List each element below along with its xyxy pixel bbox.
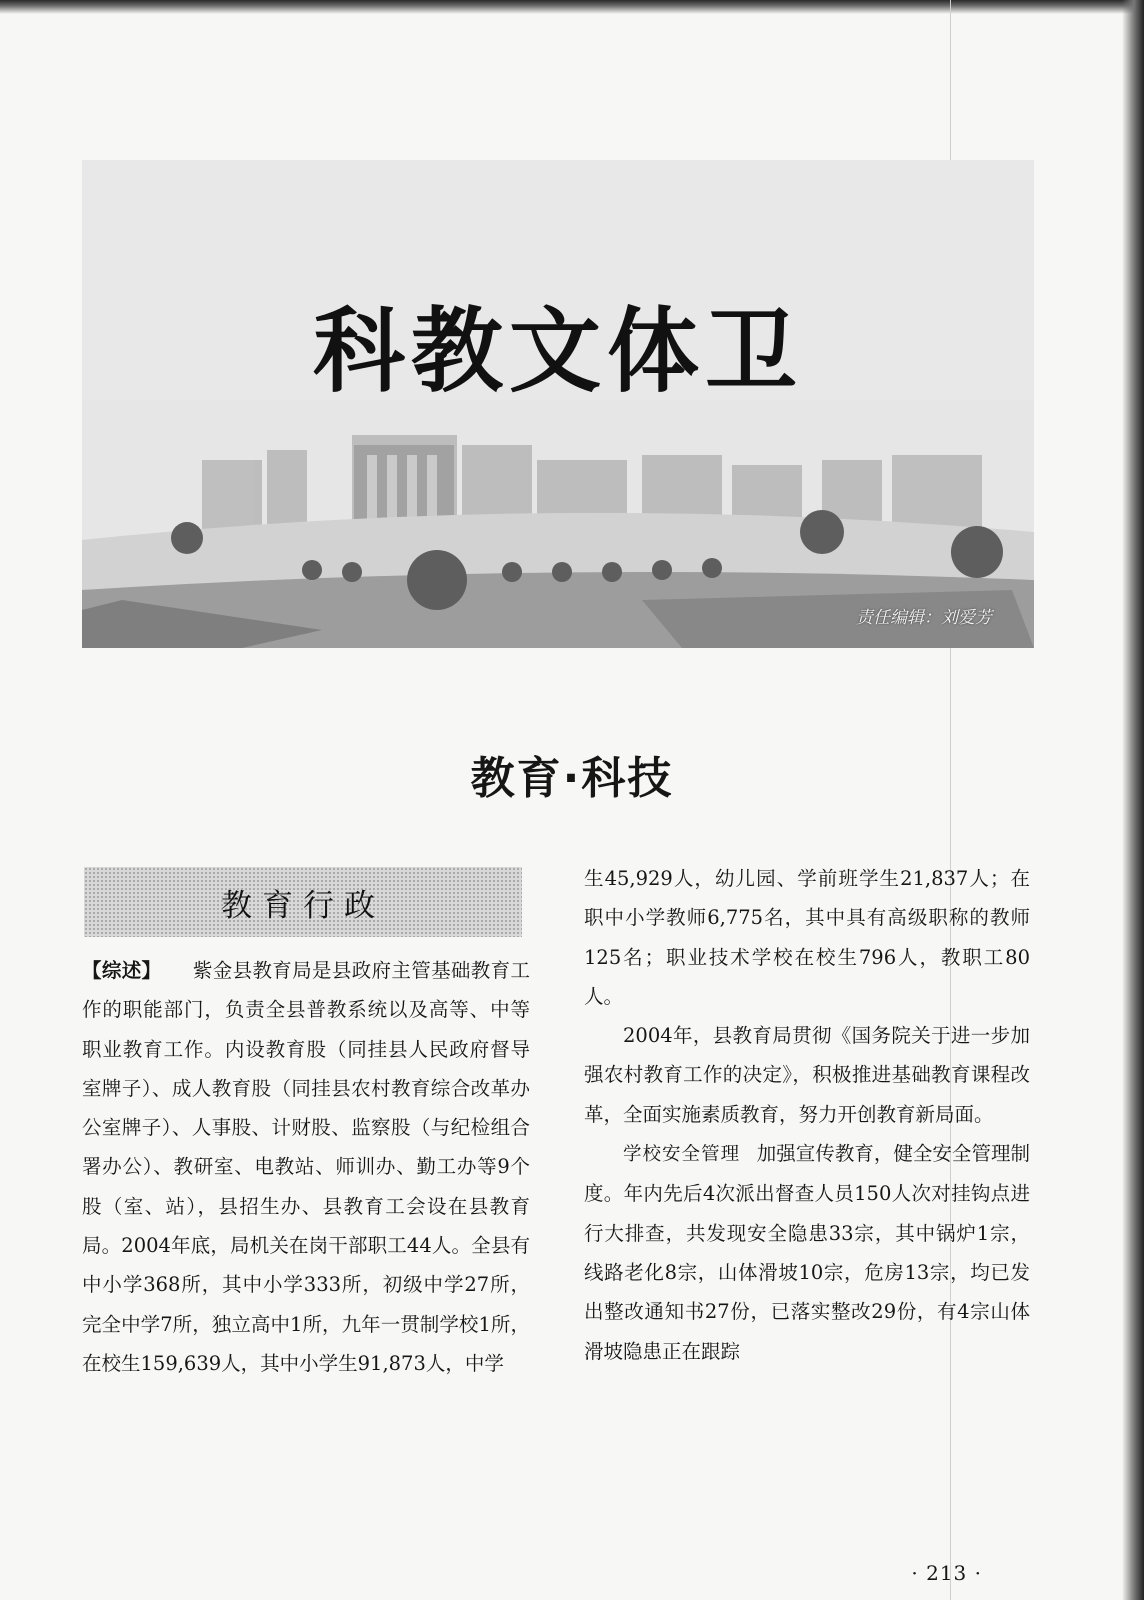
- scan-edge-right: [1122, 0, 1144, 1600]
- subheading-box: [84, 867, 522, 937]
- right-column: [584, 859, 1030, 1371]
- scan-edge-top: [0, 0, 1144, 14]
- left-column: [82, 951, 530, 1383]
- overview-paragraph: [82, 951, 530, 1383]
- overview-text: 紫金县教育局是县政府主管基础教育工作的职能部门，负责全县普教系统以及高等、中等职业教育工作。内设教育股（同挂县人民政府督导室牌子）、成人教育股（同挂县农村教育综合改革办公室牌子）、人事股、计财股、监察股（与纪检组合署办公）、教研室、电教站、师训办、勤工办等9个股（室、站），县招生办、县教育工会设在县教育局。2004年底，局机关在岗干部职工44人。全县有中小学368所，其中小学333所，初级中学27所，完全中学7所，独立高中1所，九年一贯制学校1所，在校生159,639人，其中小学生91,873人，中学: [82, 959, 530, 1375]
- safety-text: 加强宣传教育，健全安全管理制度。年内先后4次派出督查人员150人次对挂钩点进行大排查，共发现安全隐患33宗，其中锅炉1宗，线路老化8宗，山体滑坡10宗，危房13宗，均已发出整改通知书27份，已落实整改29份，有4宗山体滑坡隐患正在跟踪: [584, 1142, 1030, 1363]
- chapter-banner: [82, 160, 1034, 648]
- section-title: 教育·科技: [470, 753, 674, 804]
- page-number: · 213 ·: [911, 1561, 982, 1585]
- overview-lead-label: 【综述】: [82, 959, 162, 982]
- editor-credit: 责任编辑：刘爱芳: [856, 608, 992, 628]
- overview-continuation: 生45,929人，幼儿园、学前班学生21,837人；在职中小学教师6,775名，其中具有高级职称的教师125名；职业技术学校在校生796人，教职工80人。: [584, 867, 1030, 1008]
- subheading-title: 教育行政: [221, 888, 385, 924]
- policy-paragraph: 2004年，县教育局贯彻《国务院关于进一步加强农村教育工作的决定》，积极推进基础教育课程改革，全面实施素质教育，努力开创教育新局面。: [584, 1024, 1030, 1126]
- safety-paragraph: [584, 1134, 1030, 1371]
- banner-title: 科教文体卫: [312, 298, 803, 405]
- safety-run-in-heading: 学校安全管理: [623, 1144, 741, 1166]
